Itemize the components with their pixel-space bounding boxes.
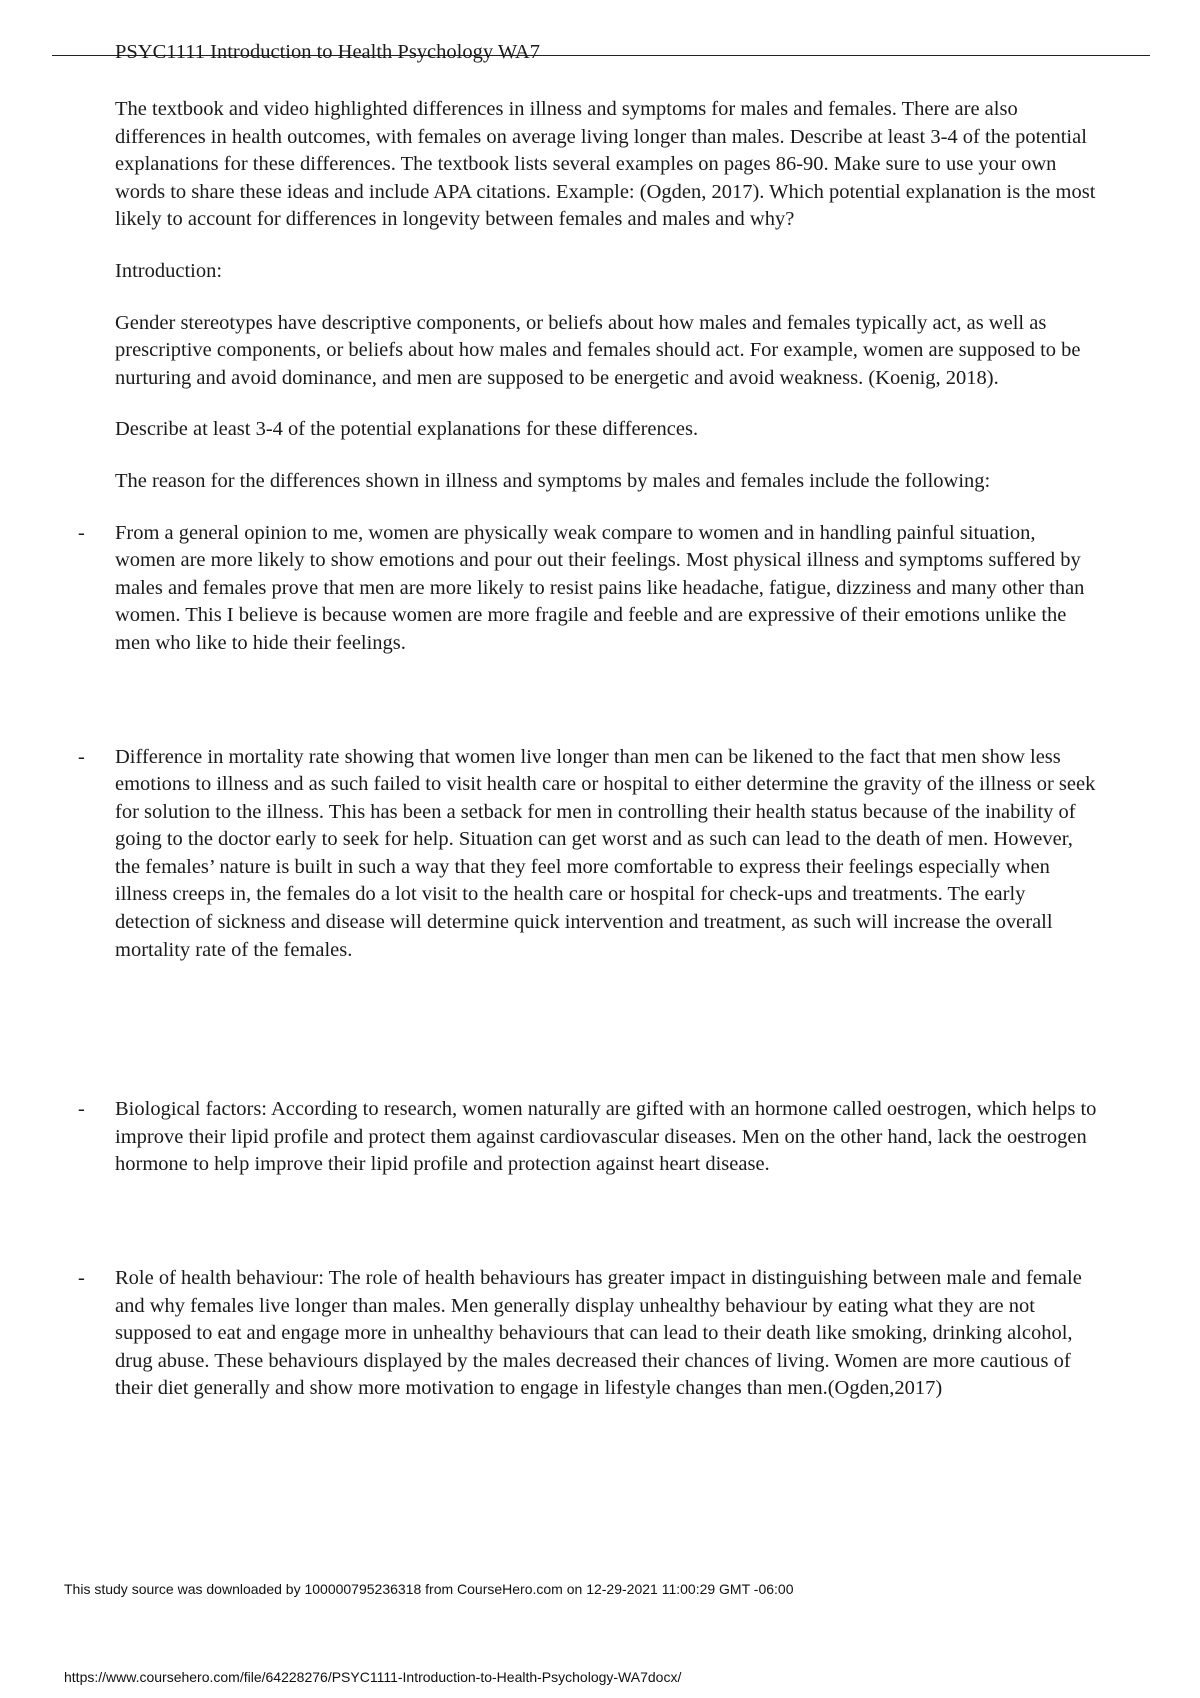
describe-heading: Describe at least 3-4 of the potential explanations for these differences. (115, 418, 699, 441)
list-item-text: Difference in mortality rate showing that women live longer than men can be likened to the fact that men show less emotions to illness and as such failed to visit health care or hospital to either determine the gravity of the illness or seek for solution to the illness. This has been a setback for men in controlling their health status because of the inability of going to the doctor early to seek for help. Situation can get worst and as such can lead to the death of men. However, the females’ nature is built in such a way that they feel more comfortable to express their feelings especially when illness creeps in, the females do a lot visit to the health care or hospital for check-ups and treatments. The early detection of sickness and disease will determine quick intervention and treatment, as such will increase the overall mortality rate of the females. (115, 745, 1096, 961)
source-url: https://www.coursehero.com/file/64228276/PSYC1111-Introduction-to-Health-Psychology-WA7docx/ (64, 1669, 682, 1685)
bullet-marker: - (78, 1267, 85, 1290)
download-source-notice: This study source was downloaded by 100000795236318 from CourseHero.com on 12-29-2021 11:00:29 GMT -06:00 (64, 1581, 794, 1597)
assignment-prompt: The textbook and video highlighted differences in illness and symptoms for males and females. There are also differences in health outcomes, with females on average living longer than males. Describe at least 3-4 of the potential explanations for these differences. The textbook lists several examples on pages 86-90. Make sure to use your own words to share these ideas and include APA citations. Example: (Ogden, 2017). Which potential explanation is the most likely to account for differences in longevity between females and males and why? (115, 98, 1096, 231)
list-item-text: From a general opinion to me, women are physically weak compare to women and in handling painful situation, women are more likely to show emotions and pour out their feelings. Most physical illness and symptoms suffered by males and females prove that men are more likely to resist pains like headache, fatigue, dizziness and many other than women. This I believe is because women are more fragile and feeble and are expressive of their emotions unlike the men who like to hide their feelings. (115, 521, 1085, 654)
list-item (78, 1096, 1100, 1179)
bullet-marker: - (78, 1098, 85, 1121)
list-item-text: Role of health behaviour: The role of health behaviours has greater impact in distinguishing between male and female and why females live longer than males. Men generally display unhealthy behaviour by eating what they are not supposed to eat and engage more in unhealthy behaviours that can lead to their death like smoking, drinking alcohol, drug abuse. These behaviours displayed by the males decreased their chances of living. Women are more cautious of their diet generally and show more motivation to engage in lifestyle changes than men.(Ogden,2017) (115, 1267, 1082, 1400)
document-header-title: PSYC1111 Introduction to Health Psychology WA7 (115, 41, 540, 63)
list-item (78, 1265, 1100, 1403)
list-item (78, 520, 1100, 658)
reasons-intro: The reason for the differences shown in illness and symptoms by males and females include the following: (115, 469, 991, 492)
introduction-paragraph: Gender stereotypes have descriptive components, or beliefs about how males and females typically act, as well as prescriptive components, or beliefs about how males and females should act. For example, women are supposed to be nurturing and avoid dominance, and men are supposed to be energetic and avoid weakness. (Koenig, 2018). (115, 311, 1081, 389)
list-item-text: Biological factors: According to research, women naturally are gifted with an hormone called oestrogen, which helps to improve their lipid profile and protect them against cardiovascular diseases. Men on the other hand, lack the oestrogen hormone to help improve their lipid profile and protection against heart disease. (115, 1098, 1097, 1176)
introduction-heading: Introduction: (115, 259, 223, 282)
document-body (78, 96, 1100, 1403)
list-item (78, 744, 1100, 965)
bullet-marker: - (78, 745, 85, 768)
bullet-marker: - (78, 521, 85, 544)
